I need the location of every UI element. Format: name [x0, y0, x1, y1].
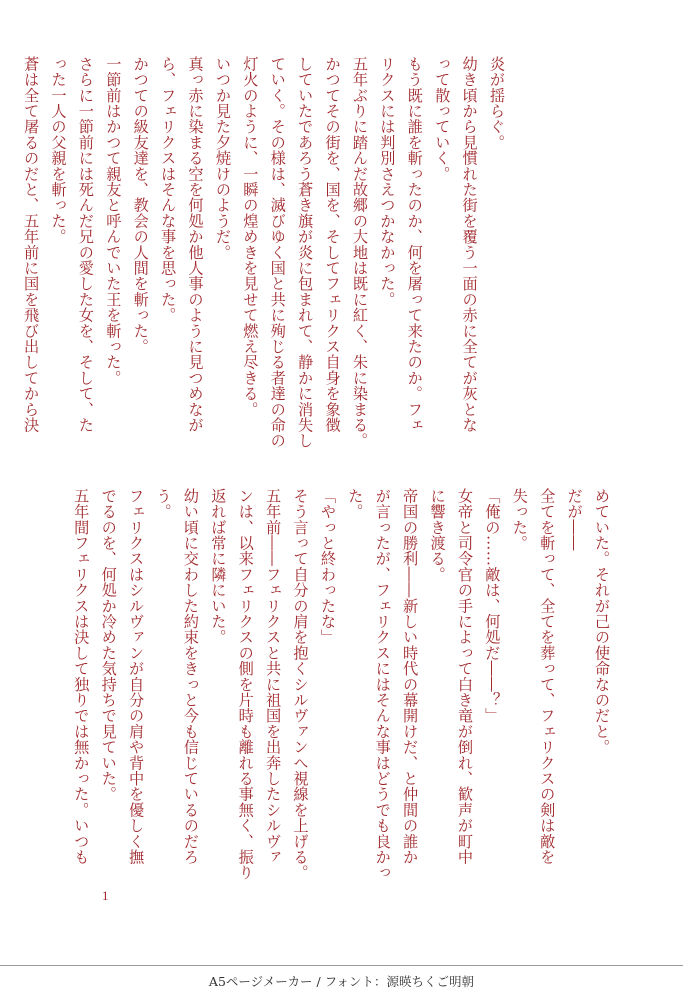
text-line: さらに一節前には死んだ兄の愛した女を、そして、た [76, 56, 95, 433]
text-line: 幼き頃から見慣れた街を覆う一面の赤に全てが灰とな [460, 56, 479, 433]
text-line: もう既に誰を斬ったのか、何を屠って来たのか。フェ [405, 56, 424, 433]
text-line: していたであろう蒼き旗が炎に包まれて、静かに消失し [296, 56, 315, 449]
text-line: フェリクスはシルヴァンが自分の肩や背中を優しく撫 [127, 488, 146, 865]
text-line: 失った。 [510, 488, 529, 551]
text-line: 女帝と司令官の手によって白き竜が倒れ、歓声が町中 [455, 488, 474, 865]
text-line: 全てを斬って、全てを葬って、フェリクスの剣は敵を [538, 488, 557, 865]
footer-credit: A5ページメーカー / フォント：源暎ちくご明朝 [208, 974, 475, 989]
footer-divider [0, 965, 683, 966]
text-line: かつての級友達を、教会の人間を斬った。 [131, 56, 150, 355]
text-line: って散っていく。 [433, 56, 452, 182]
text-line: だが―― [565, 488, 584, 551]
text-line: 一節前はかつて親友と呼んでいた王を斬った。 [104, 56, 123, 386]
text-line: う。 [154, 488, 173, 520]
text-line: 幼い頃に交わした約束をきっと今も信じているのだろ [181, 488, 200, 865]
text-line: 五年間フェリクスは決して独りでは無かった。いつも [72, 488, 91, 865]
text-line: 「やっと終わったな」 [318, 488, 337, 645]
lower-text-column [72, 488, 615, 881]
page-number: 1 [102, 888, 109, 903]
text-line: 帝国の勝利――新しい時代の幕開けだ、と仲間の誰か [401, 488, 420, 865]
text-line: 返れば常に隣にいた。 [209, 488, 228, 645]
text-line: めていた。それが己の使命なのだと。 [593, 488, 611, 755]
text-line: ら、フェリクスはそんな事を思った。 [159, 56, 178, 323]
text-line: そう言って自分の肩を抱くシルヴァンへ視線を上げる。 [291, 488, 310, 881]
text-line: た。 [346, 488, 365, 520]
text-line: いつか見た夕焼けのようだ。 [213, 56, 232, 261]
text-line: った一人の父親を斬った。 [49, 56, 68, 245]
text-line: でるのを、何処か冷めた気持ちで見ていた。 [99, 488, 118, 802]
text-line: に響き渡る。 [428, 488, 447, 583]
text-line: 炎が揺らぐ。 [488, 56, 506, 151]
text-line: ていく。その様は、滅びゆく国と共に殉じる者達の命の [268, 56, 287, 449]
text-line: ンは、以来フェリクスの側を片時も離れる事無く、振り [236, 488, 255, 881]
text-line: 蒼は全て屠るのだと、五年前に国を飛び出してから決 [22, 56, 41, 433]
text-line: 五年ぶりに踏んだ故郷の大地は既に紅く、朱に染まる。 [350, 56, 369, 449]
text-line: 「俺の……敵は、何処だ――？」 [483, 488, 502, 724]
text-line: 真っ赤に染まる空を何処か他人事のように見つめなが [186, 56, 205, 433]
text-line: リクスには判別さえつかなかった。 [378, 56, 397, 308]
text-line: かつてその街を、国を、そしてフェリクス自身を象徴 [323, 56, 342, 433]
text-line: が言ったが、フェリクスにはそんな事はどうでも良かっ [373, 488, 392, 881]
text-line: 五年前――フェリクスと共に祖国を出奔したシルヴァ [264, 488, 283, 865]
upper-text-column [22, 56, 510, 486]
text-line: 灯火のように、一瞬の煌めきを見せて燃え尽きる。 [241, 56, 260, 418]
